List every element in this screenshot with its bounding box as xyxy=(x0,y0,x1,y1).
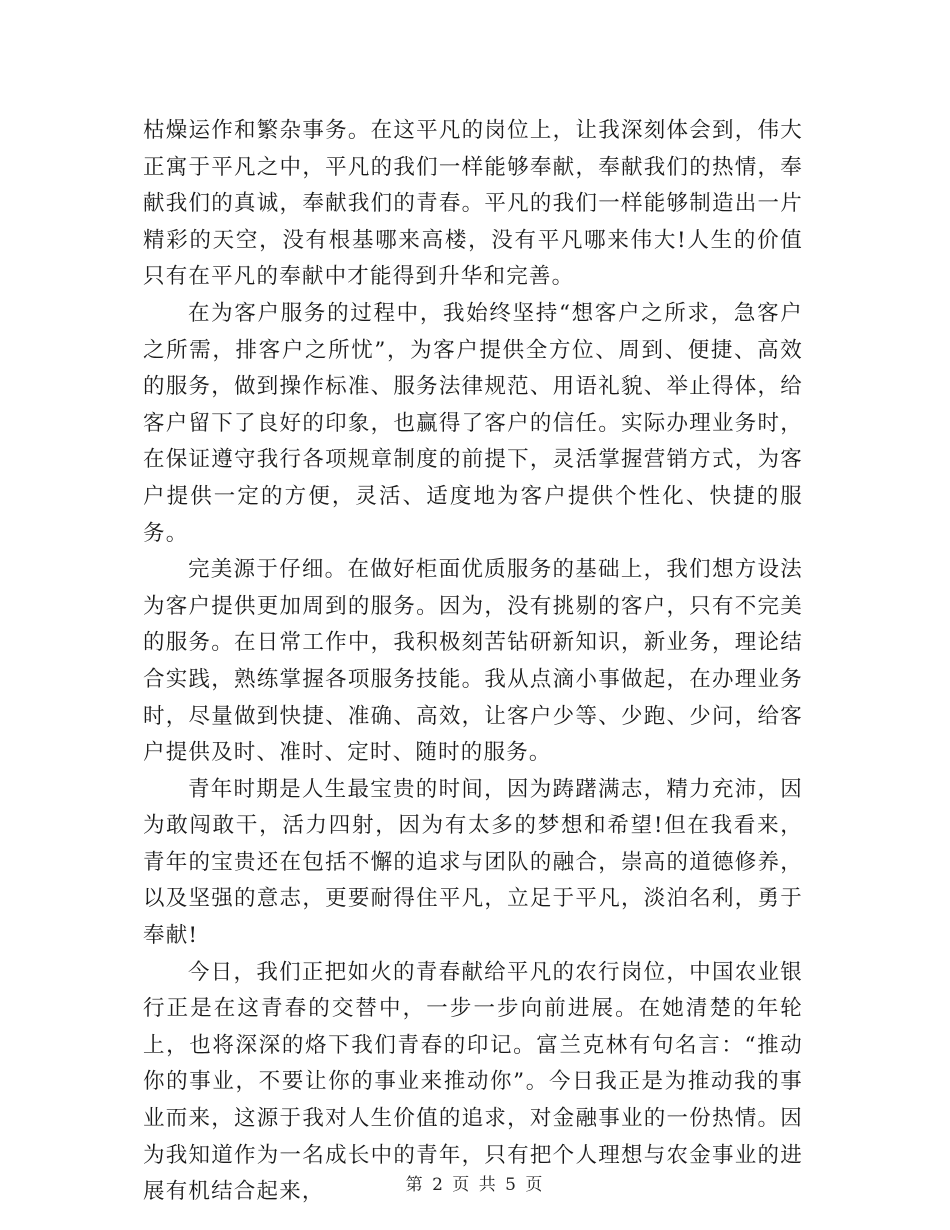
paragraph-youth: 青年时期是人生最宝贵的时间，因为踌躇满志，精力充沛，因为敢闯敢干，活力四射，因为有太多的梦想和希望!但在我看来，青年的宝贵还在包括不懈的追求与团队的融合，崇高的道德修养，以及坚强的意志，更要耐得住平凡，立足于平凡，淡泊名利，勇于奉献! xyxy=(143,776,803,949)
document-body xyxy=(143,113,803,1211)
paragraph-perfection: 完美源于仔细。在做好柜面优质服务的基础上，我们想方设法为客户提供更加周到的服务。因为，没有挑剔的客户，只有不完美的服务。在日常工作中，我积极刻苦钻研新知识，新业务，理论结合实践，熟练掌握各项服务技能。我从点滴小事做起，在办理业务时，尽量做到快捷、准确、高效，让客户少等、少跑、少问，给客户提供及时、准时、定时、随时的服务。 xyxy=(143,557,803,766)
page-number-footer: 第 2 页 共 5 页 xyxy=(405,1175,545,1195)
paragraph-customer-service: 在为客户服务的过程中，我始终坚持“想客户之所求，急客户之所需，排客户之所忧”，为客户提供全方位、周到、便捷、高效的服务，做到操作标准、服务法律规范、用语礼貌、举止得体，给客户留下了良好的印象，也赢得了客户的信任。实际办理业务时，在保证遵守我行各项规章制度的前提下，灵活掌握营销方式，为客户提供一定的方便，灵活、适度地为客户提供个性化、快捷的服务。 xyxy=(143,300,803,546)
paragraph-continuation: 枯燥运作和繁杂事务。在这平凡的岗位上，让我深刻体会到，伟大正寓于平凡之中，平凡的我们一样能够奉献，奉献我们的热情，奉献我们的真诚，奉献我们的青春。平凡的我们一样能够制造出一片精彩的天空，没有根基哪来高楼，没有平凡哪来伟大!人生的价值只有在平凡的奉献中才能得到升华和完善。 xyxy=(143,118,803,290)
paragraph-today: 今日，我们正把如火的青春献给平凡的农行岗位，中国农业银行正是在这青春的交替中，一步一步向前进展。在她清楚的年轮上，也将深深的烙下我们青春的印记。富兰克林有句名言：“推动你的事业，不要让你的事业来推动你”。今日我正是为推动我的事业而来，这源于我对人生价值的追求，对金融事业的一份热情。因为我知道作为一名成长中的青年，只有把个人理想与农金事业的进展有机结合起来， xyxy=(143,959,803,1205)
